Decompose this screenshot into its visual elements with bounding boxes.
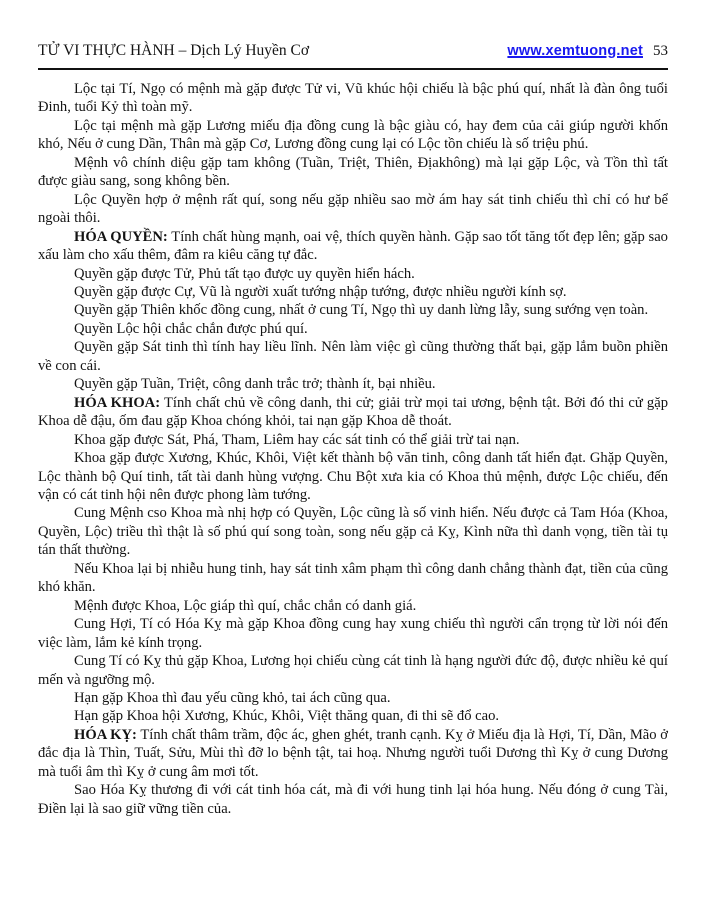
paragraph: HÓA QUYỀN: Tính chất hùng mạnh, oai vệ, thích quyền hành. Gặp sao tốt tăng tốt đẹp lên; gặp sao xấu làm cho xấu thêm, đâm ra kiêu căng tự đắc.	[38, 228, 668, 264]
document-body	[38, 80, 668, 818]
paragraph: Quyền Lộc hội chắc chắn được phú quí.	[74, 320, 308, 337]
paragraph: Hạn gặp Khoa thì đau yếu cũng khỏ, tai ách cũng qua.	[74, 689, 391, 706]
paragraph: Mệnh vô chính diệu gặp tam không (Tuần, Triệt, Thiên, Địakhông) mà lại gặp Lộc, và Tồn thì tất được giàu sang, song không bền.	[38, 154, 668, 190]
paragraph: Cung Mệnh cso Khoa mà nhị hợp có Quyền, Lộc cũng là số vinh hiển. Nếu được cả Tam Hóa (Khoa, Quyền, Lộc) triều thì thật là số phú quí song toàn, song nếu gặp cả Kỵ, Kình nữa thì danh vọng, tiền tài tụ tán thất thường.	[38, 505, 668, 559]
paragraph: Quyền gặp Sát tinh thì tính hay liều lĩnh. Nên làm việc gì cũng thường thất bại, gặp lắm buồn phiền về con cái.	[38, 339, 668, 374]
page-title: TỬ VI THỰC HÀNH – Dịch Lý Huyền Cơ	[38, 42, 310, 59]
paragraph: Sao Hóa Kỵ thương đi với cát tinh hóa cát, mà đi với hung tinh lại hóa hung. Nếu đóng ở cung Tài, Điền lại là sao giữ vững tiền của.	[38, 782, 668, 817]
header-rule	[38, 68, 668, 70]
paragraph: Cung Tí có Kỵ thủ gặp Khoa, Lương họi chiếu cùng cát tinh là hạng người đức độ, được nhiều kẻ quí mến và ngưỡng mộ.	[38, 653, 668, 688]
paragraph: Mệnh được Khoa, Lộc giáp thì quí, chắc chắn có danh giá.	[74, 597, 417, 614]
paragraph: Khoa gặp được Xương, Khúc, Khôi, Việt kết thành bộ văn tinh, công danh tất hiển đạt. Ghặp Quyền, Lộc thành bộ Quí tinh, tất tài danh hùng vượng. Chu Bột xưa kia có Khoa thủ mệnh, được Lộc chiếu, đến vận có cát tinh hội nên được phong làm tướng.	[38, 450, 668, 503]
paragraph: Quyền gặp được Tử, Phủ tất tạo được uy quyền hiển hách.	[74, 265, 415, 282]
paragraph: Lộc Quyền hợp ở mệnh rất quí, song nếu gặp nhiều sao mờ ám hay sát tinh chiếu thì chỉ có hư bể ngoài thôi.	[38, 191, 668, 227]
paragraph-lead: HÓA KỴ:	[74, 726, 137, 743]
paragraph: HÓA KỴ: Tính chất thâm trầm, độc ác, ghen ghét, tranh cạnh. Kỵ ở Miếu địa là Hợi, Tí, Dần, Mão ở đắc địa là Thìn, Tuất, Sửu, Mùi thì đỡ lo bệnh tật, tai hoạ. Nhưng người tuổi Dương thì Kỵ ở cung Dương mà tuổi âm thì Kỵ ở cung âm mơi tốt.	[38, 726, 669, 780]
paragraph: Quyền gặp được Cự, Vũ là người xuất tướng nhập tướng, được nhiều người kính sợ.	[74, 283, 567, 300]
paragraph: Lộc tại Tí, Ngọ có mệnh mà gặp được Tử vi, Vũ khúc hội chiếu là bậc phú quí, nhất là đàn ông tuổi Đinh, tuổi Kỷ thì toàn mỹ.	[38, 81, 668, 116]
paragraph: Lộc tại mệnh mà gặp Lương miếu địa đồng cung là bậc giàu có, hay đem của cải giúp người khốn khó, Nếu ở cung Dần, Thân mà gặp Cơ, Lương đồng cung lại có Lộc tồn chiếu là số triệu phú.	[38, 117, 668, 153]
header-right	[507, 43, 668, 60]
paragraph: Khoa gặp được Sát, Phá, Tham, Liêm hay các sát tinh có thể giải trừ tai nạn.	[74, 431, 520, 448]
paragraph: Quyền gặp Thiên khốc đồng cung, nhất ở cung Tí, Ngọ thì uy danh lừng lẫy, sung sướng vẹn toàn.	[74, 302, 649, 319]
paragraph: Quyền gặp Tuần, Triệt, công danh trắc trở; thành ít, bại nhiều.	[74, 376, 436, 393]
paragraph: HÓA KHOA: Tính chất chủ về công danh, thi cử; giải trừ mọi tai ương, bệnh tật. Bởi đó thi cử gặp Khoa dễ đậu, ốm đau gặp Khoa chóng khỏi, tai nạn gặp Khoa dễ thoát.	[38, 394, 668, 430]
paragraph: Hạn gặp Khoa hội Xương, Khúc, Khôi, Việt thăng quan, đi thi sẽ đổ cao.	[74, 708, 500, 725]
page-number: 53	[653, 43, 668, 59]
paragraph: Cung Hợi, Tí có Hóa Kỵ mà gặp Khoa đồng cung hay xung chiếu thì người cẩn trọng từ lời nói đến việc làm, lắm kẻ kính trọng.	[38, 616, 668, 651]
page-header	[38, 42, 668, 60]
paragraph-lead: HÓA KHOA:	[74, 394, 161, 411]
paragraph: Nếu Khoa lại bị nhiễu hung tinh, hay sát tinh xâm phạm thì công danh chẳng thành đạt, tiền của cũng khó khăn.	[38, 560, 668, 596]
paragraph-lead: HÓA QUYỀN:	[74, 228, 168, 245]
website-link[interactable]: www.xemtuong.net	[507, 43, 643, 59]
